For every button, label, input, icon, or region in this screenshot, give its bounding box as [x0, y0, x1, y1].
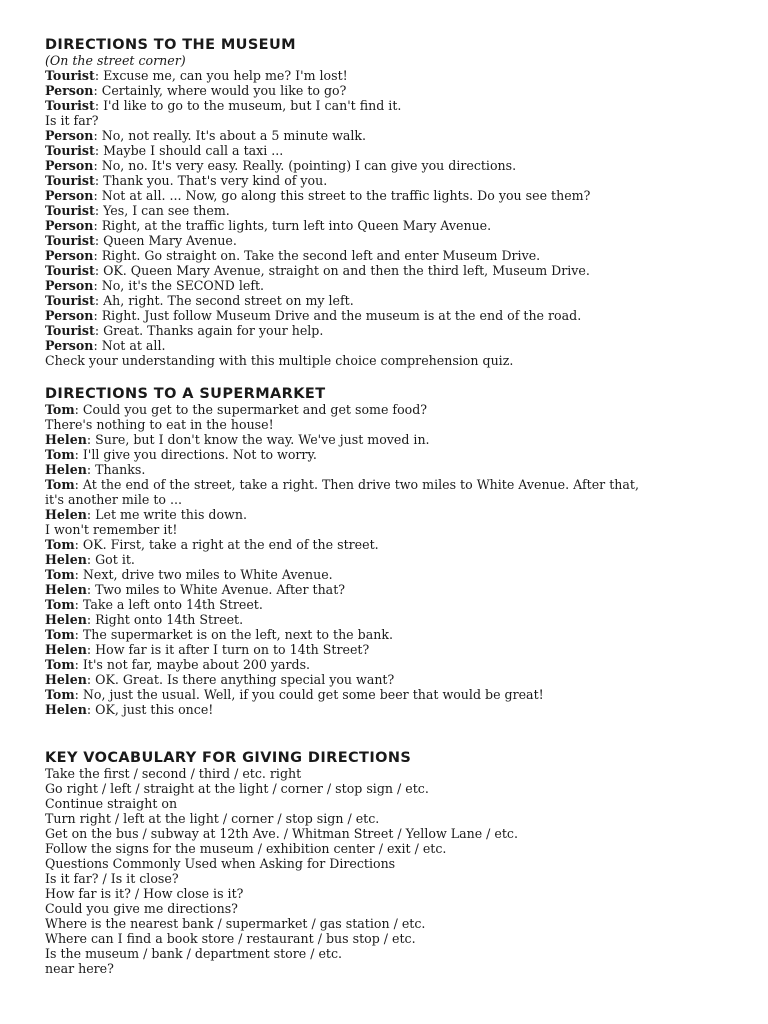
line-text: It's not far, maybe about 200 yards. — [82, 657, 311, 672]
line-text: No, not really. It's about a 5 minute walk. — [101, 128, 367, 143]
line-text: No, just the usual. Well, if you could get some beer that would be great! — [82, 687, 544, 702]
dialogue-line: Helen: How far is it after I turn on to 14th Street? — [45, 642, 370, 657]
speaker-name: Tom — [45, 477, 75, 492]
dialogue-line — [45, 492, 745, 507]
dialogue-line: Tourist: Maybe I should call a taxi ... — [45, 143, 284, 158]
dialogue-line: Helen: Got it. — [45, 552, 135, 567]
line-text: Yes, I can see them. — [103, 203, 230, 218]
dialogue-line: Tourist: Yes, I can see them. — [45, 203, 230, 218]
line-text: Not at all. — [101, 338, 166, 353]
line-text: The supermarket is on the left, next to the bank. — [82, 627, 393, 642]
speaker-name: Helen — [45, 507, 87, 522]
speaker-name: Person — [45, 83, 94, 98]
document-page — [45, 37, 745, 976]
dialogue-line: Tom: Could you get to the supermarket and get some food? — [45, 402, 428, 417]
line-text: I'd like to go to the museum, but I can't find it. — [103, 98, 402, 113]
speaker-name: Tourist — [45, 98, 95, 113]
speaker-name: Helen — [45, 672, 87, 687]
dialogue-line — [45, 417, 745, 432]
dialogue-line: Person: No, not really. It's about a 5 minute walk. — [45, 128, 367, 143]
vocabulary-line: near here? — [45, 961, 114, 976]
dialogue-line: Helen: Right onto 14th Street. — [45, 612, 244, 627]
dialogue — [45, 68, 745, 368]
vocabulary-line: Take the first / second / third / etc. right — [45, 766, 302, 781]
dialogue-line: Person: No, it's the SECOND left. — [45, 278, 265, 293]
vocabulary-line: Questions Commonly Used when Asking for Directions — [45, 856, 396, 871]
speaker-name: Tom — [45, 402, 75, 417]
dialogue-line: Tom: OK. First, take a right at the end of the street. — [45, 537, 379, 552]
section-spacer — [45, 368, 745, 386]
dialogue-line: Tom: At the end of the street, take a right. Then drive two miles to White Avenue. After that, — [45, 477, 639, 492]
line-text: Thank you. That's very kind of you. — [103, 173, 328, 188]
speaker-name: Helen — [45, 462, 87, 477]
line-text: Two miles to White Avenue. After that? — [95, 582, 346, 597]
line-text: Right, at the traffic lights, turn left into Queen Mary Avenue. — [101, 218, 492, 233]
section-heading: DIRECTIONS TO A SUPERMARKET — [45, 386, 326, 402]
section-subtitle: (On the street corner) — [45, 53, 186, 68]
dialogue-line: Helen: Two miles to White Avenue. After that? — [45, 582, 346, 597]
section-vocabulary — [45, 750, 745, 976]
line-text: Right. Go straight on. Take the second left and enter Museum Drive. — [101, 248, 541, 263]
dialogue-line: Tom: It's not far, maybe about 200 yards. — [45, 657, 311, 672]
dialogue-line: Tom: Next, drive two miles to White Avenue. — [45, 567, 333, 582]
dialogue — [45, 402, 745, 717]
dialogue-line — [45, 353, 745, 368]
line-text: Check your understanding with this multiple choice comprehension quiz. — [45, 353, 514, 368]
line-text: OK. Queen Mary Avenue, straight on and then the third left, Museum Drive. — [103, 263, 590, 278]
vocabulary-line: Get on the bus / subway at 12th Ave. / Whitman Street / Yellow Lane / etc. — [45, 826, 518, 841]
line-text: Sure, but I don't know the way. We've just moved in. — [95, 432, 430, 447]
speaker-name: Tom — [45, 537, 75, 552]
line-text: Queen Mary Avenue. — [103, 233, 237, 248]
dialogue-line: Tom: The supermarket is on the left, next to the bank. — [45, 627, 393, 642]
speaker-name: Tourist — [45, 233, 95, 248]
vocabulary-line: Is it far? / Is it close? — [45, 871, 179, 886]
line-text: I won't remember it! — [45, 522, 178, 537]
speaker-name: Person — [45, 248, 94, 263]
speaker-name: Person — [45, 308, 94, 323]
dialogue-line: Tourist: OK. Queen Mary Avenue, straight on and then the third left, Museum Drive. — [45, 263, 590, 278]
dialogue-line: Person: Not at all. — [45, 338, 166, 353]
dialogue-line: Helen: OK. Great. Is there anything special you want? — [45, 672, 395, 687]
line-text: I'll give you directions. Not to worry. — [82, 447, 317, 462]
speaker-name: Person — [45, 338, 94, 353]
speaker-name: Person — [45, 218, 94, 233]
speaker-name: Person — [45, 158, 94, 173]
section-museum — [45, 37, 745, 368]
dialogue-line: Helen: Thanks. — [45, 462, 146, 477]
speaker-name: Person — [45, 278, 94, 293]
section-spacer — [45, 717, 745, 750]
section-supermarket — [45, 386, 745, 717]
speaker-name: Tom — [45, 447, 75, 462]
line-text: How far is it after I turn on to 14th Street? — [95, 642, 370, 657]
dialogue-line: Person: No, no. It's very easy. Really. (pointing) I can give you directions. — [45, 158, 517, 173]
vocabulary-line: Follow the signs for the museum / exhibition center / exit / etc. — [45, 841, 447, 856]
dialogue-line: Tom: I'll give you directions. Not to worry. — [45, 447, 317, 462]
line-text: There's nothing to eat in the house! — [45, 417, 274, 432]
speaker-name: Helen — [45, 432, 87, 447]
line-text: Could you get to the supermarket and get some food? — [82, 402, 428, 417]
line-text: Got it. — [95, 552, 135, 567]
dialogue-line: Person: Right. Go straight on. Take the second left and enter Museum Drive. — [45, 248, 541, 263]
line-text: At the end of the street, take a right. Then drive two miles to White Avenue. After that, — [82, 477, 639, 492]
vocabulary-line: Is the museum / bank / department store / etc. — [45, 946, 343, 961]
section-heading: DIRECTIONS TO THE MUSEUM — [45, 37, 296, 53]
section-heading: KEY VOCABULARY FOR GIVING DIRECTIONS — [45, 750, 412, 766]
line-text: OK, just this once! — [95, 702, 214, 717]
dialogue-line: Tom: Take a left onto 14th Street. — [45, 597, 263, 612]
vocabulary-line: Could you give me directions? — [45, 901, 238, 916]
line-text: Is it far? — [45, 113, 99, 128]
vocabulary-line: Where is the nearest bank / supermarket / gas station / etc. — [45, 916, 426, 931]
line-text: Not at all. ... Now, go along this street to the traffic lights. Do you see them? — [101, 188, 591, 203]
speaker-name: Tom — [45, 567, 75, 582]
speaker-name: Person — [45, 128, 94, 143]
speaker-name: Tom — [45, 657, 75, 672]
dialogue-line: Tourist: I'd like to go to the museum, but I can't find it. — [45, 98, 402, 113]
line-text: Thanks. — [95, 462, 146, 477]
dialogue-line: Helen: OK, just this once! — [45, 702, 214, 717]
dialogue-line — [45, 113, 745, 128]
speaker-name: Tourist — [45, 173, 95, 188]
line-text: Next, drive two miles to White Avenue. — [82, 567, 333, 582]
line-text: Ah, right. The second street on my left. — [103, 293, 354, 308]
dialogue-line: Helen: Let me write this down. — [45, 507, 247, 522]
speaker-name: Helen — [45, 612, 87, 627]
dialogue-line: Tourist: Excuse me, can you help me? I'm lost! — [45, 68, 348, 83]
vocabulary-line: Turn right / left at the light / corner / stop sign / etc. — [45, 811, 380, 826]
speaker-name: Helen — [45, 582, 87, 597]
dialogue-line: Person: Right, at the traffic lights, turn left into Queen Mary Avenue. — [45, 218, 492, 233]
dialogue-line: Tourist: Thank you. That's very kind of you. — [45, 173, 328, 188]
vocabulary-line: Continue straight on — [45, 796, 178, 811]
speaker-name: Tom — [45, 627, 75, 642]
line-text: Great. Thanks again for your help. — [103, 323, 324, 338]
line-text: OK. Great. Is there anything special you want? — [95, 672, 395, 687]
line-text: Maybe I should call a taxi ... — [103, 143, 284, 158]
speaker-name: Helen — [45, 702, 87, 717]
dialogue-line: Person: Not at all. ... Now, go along this street to the traffic lights. Do you see them? — [45, 188, 591, 203]
line-text: Take a left onto 14th Street. — [82, 597, 263, 612]
speaker-name: Helen — [45, 642, 87, 657]
dialogue-line: Tom: No, just the usual. Well, if you could get some beer that would be great! — [45, 687, 544, 702]
dialogue-line: Helen: Sure, but I don't know the way. We've just moved in. — [45, 432, 430, 447]
dialogue-line: Person: Certainly, where would you like to go? — [45, 83, 347, 98]
dialogue-line: Person: Right. Just follow Museum Drive and the museum is at the end of the road. — [45, 308, 582, 323]
line-text: Certainly, where would you like to go? — [101, 83, 347, 98]
line-text: Right onto 14th Street. — [95, 612, 244, 627]
line-text: No, no. It's very easy. Really. (pointing) I can give you directions. — [101, 158, 517, 173]
speaker-name: Helen — [45, 552, 87, 567]
line-text: Let me write this down. — [95, 507, 247, 522]
speaker-name: Tourist — [45, 293, 95, 308]
line-text: Right. Just follow Museum Drive and the museum is at the end of the road. — [101, 308, 582, 323]
line-text: OK. First, take a right at the end of the street. — [82, 537, 379, 552]
speaker-name: Tourist — [45, 323, 95, 338]
dialogue-line: Tourist: Queen Mary Avenue. — [45, 233, 237, 248]
dialogue-line: Tourist: Great. Thanks again for your help. — [45, 323, 324, 338]
speaker-name: Tourist — [45, 68, 95, 83]
vocabulary-line: Go right / left / straight at the light / corner / stop sign / etc. — [45, 781, 429, 796]
dialogue-line: Tourist: Ah, right. The second street on my left. — [45, 293, 354, 308]
speaker-name: Tourist — [45, 143, 95, 158]
line-text: No, it's the SECOND left. — [101, 278, 265, 293]
speaker-name: Tourist — [45, 263, 95, 278]
vocabulary-list — [45, 766, 745, 976]
speaker-name: Person — [45, 188, 94, 203]
speaker-name: Tom — [45, 597, 75, 612]
vocabulary-line: Where can I find a book store / restaurant / bus stop / etc. — [45, 931, 416, 946]
speaker-name: Tom — [45, 687, 75, 702]
line-text: it's another mile to ... — [45, 492, 182, 507]
vocabulary-line: How far is it? / How close is it? — [45, 886, 244, 901]
line-text: Excuse me, can you help me? I'm lost! — [103, 68, 348, 83]
speaker-name: Tourist — [45, 203, 95, 218]
dialogue-line — [45, 522, 745, 537]
